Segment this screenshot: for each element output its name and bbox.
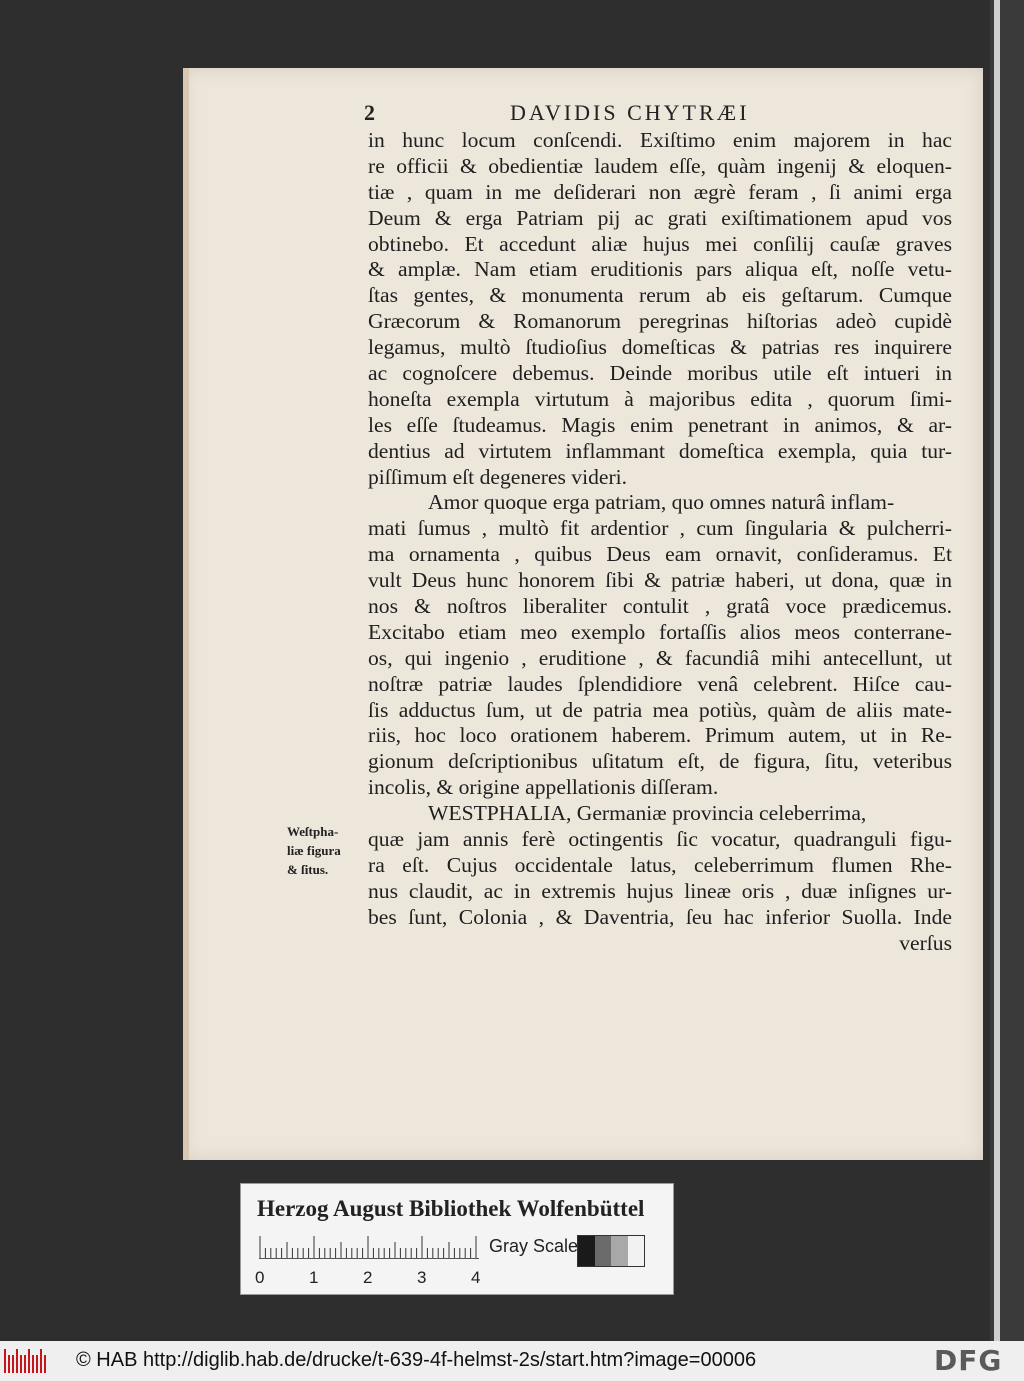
gray-scale-label: Gray Scale [489, 1236, 579, 1256]
logo-bar [44, 1355, 46, 1373]
gray-scale-swatches [577, 1235, 645, 1267]
text-line: vult Deus hunc honorem ſibi & patriæ haberi, ut dona, quæ in [368, 568, 952, 593]
logo-bar [40, 1349, 42, 1373]
text-line: noſtræ patriæ laudes ſplendidiore venâ celebrent. Hiſce cau- [368, 671, 952, 696]
text-line: mati ſumus , multò fit ardentior , cum ſingularia & pulcherri- [368, 516, 952, 541]
text-line: riis, hoc loco orationem haberem. Primum autem, ut in Re- [368, 723, 952, 748]
logo-bar [12, 1355, 14, 1373]
text-line: Græcorum & Romanorum peregrinas hiſtorias adeò cupidè [368, 309, 952, 334]
scale-number: 0 [255, 1268, 265, 1287]
text-line: Excitabo etiam meo exemplo fortaſſis alios meos conterrane- [368, 619, 952, 644]
marginal-note-line: Weſtpha- [287, 824, 339, 839]
marginal-note-line: & ſitus. [287, 862, 329, 877]
gray-swatch [628, 1236, 645, 1266]
source-url[interactable]: © HAB http://diglib.hab.de/drucke/t-639-4f-helmst-2s/start.htm?image=00006 [76, 1349, 757, 1371]
text-line: in hunc locum conſcendi. Exiſtimo enim majorem in hac [368, 128, 952, 152]
logo-bar [36, 1355, 38, 1373]
text-line: bes ſunt, Colonia , & Daventria, ſeu hac inferior Suolla. Inde [368, 904, 952, 929]
text-line: WESTPHALIA, Germaniæ provincia celeberrima, [428, 801, 867, 826]
library-name: Herzog August Bibliothek Wolfenbüttel [257, 1196, 645, 1221]
adjacent-page-edge [990, 0, 1024, 1341]
text-line: gionum deſcriptionibus uſitatum eſt, de figura, ſitu, veteribus [368, 749, 952, 774]
text-line: dentius ad virtutem inflammant domeſtica exempla, quia tur- [368, 438, 952, 463]
text-line: & amplæ. Nam etiam eruditionis pars aliqua eſt, noſſe vetu- [368, 257, 952, 282]
text-line: honeſta exempla virtutum à majoribus edita , quorum ſimi- [368, 386, 952, 411]
logo-bar [24, 1355, 26, 1373]
hab-logo-icon [4, 1349, 48, 1373]
text-line: Deum & erga Patriam pij ac grati exiſtimationem apud vos [368, 205, 952, 230]
marginal-note-line: liæ figura [287, 843, 341, 858]
page-number: 2 [364, 100, 375, 125]
library-color-card [240, 1183, 674, 1295]
text-line: nos & noſtros liberaliter contulit , gratâ voce prædicemus. [368, 594, 952, 619]
text-line: ma ornamenta , quibus Deus eam ornavit, conſideramus. Et [368, 542, 952, 567]
scale-ruler [259, 1236, 479, 1259]
logo-bar [16, 1349, 18, 1373]
viewer-footer [0, 1341, 1024, 1381]
text-line: legamus, multò ſtudioſius domeſticas & patrias res inquirere [368, 335, 952, 360]
page-edge-strip [994, 0, 1000, 1341]
text-line: verſus [899, 930, 952, 955]
text-line: ſtas gentes, & monumenta rerum ab eis geſtarum. Cumque [368, 283, 952, 308]
text-line: os, qui ingenio , eruditione , & facundiâ mihi antecellunt, ut [368, 645, 952, 670]
gray-swatch [578, 1236, 595, 1266]
page-left-edge [183, 68, 189, 1160]
text-line: ſis adductus ſum, ut de patria mea potiùs, quàm de aliis mate- [368, 697, 952, 722]
scale-numbers [255, 1268, 495, 1288]
logo-bar [20, 1355, 22, 1373]
running-head [360, 100, 952, 130]
gray-swatch [595, 1236, 612, 1266]
dfg-logo: DFG [934, 1344, 1003, 1377]
scale-number: 3 [417, 1268, 427, 1287]
scale-number: 1 [309, 1268, 319, 1287]
text-line: tiæ , quam in me deſiderari non ægrè feram , ſi animi erga [368, 179, 952, 204]
scale-number: 2 [363, 1268, 373, 1287]
logo-bar [8, 1355, 10, 1373]
text-line: piſſimum eſt degeneres videri. [368, 464, 628, 489]
logo-bar [32, 1355, 34, 1373]
running-title: DAVIDIS CHYTRÆI [510, 100, 750, 125]
gray-swatch [611, 1236, 628, 1266]
body-text [368, 128, 952, 957]
text-line: ac cognoſcere debemus. Deinde moribus utile eſt intueri in [368, 361, 952, 386]
text-line: Amor quoque erga patriam, quo omnes naturâ inflam- [428, 490, 895, 515]
logo-bar [4, 1349, 6, 1373]
text-line: les eſſe ſtudeamus. Magis enim penetrant in animos, & ar- [368, 412, 952, 437]
text-line: incolis, & origine appellationis diſſeram. [368, 775, 719, 800]
text-line: obtinebo. Et accedunt aliæ hujus mei conſilij cauſæ graves [368, 231, 952, 256]
text-line: quæ jam annis ferè octingentis ſic vocatur, quadranguli figu- [368, 827, 952, 852]
logo-bar [28, 1349, 30, 1373]
scale-number: 4 [471, 1268, 481, 1287]
text-line: nus claudit, ac in extremis hujus lineæ oris , duæ inſignes ur- [368, 878, 952, 903]
text-line: ra eſt. Cujus occidentale latus, celeberrimum flumen Rhe- [368, 852, 952, 877]
marginal-note [287, 822, 359, 879]
text-line: re officii & obedientiæ laudem eſſe, quàm ingenij & eloquen- [368, 153, 952, 178]
